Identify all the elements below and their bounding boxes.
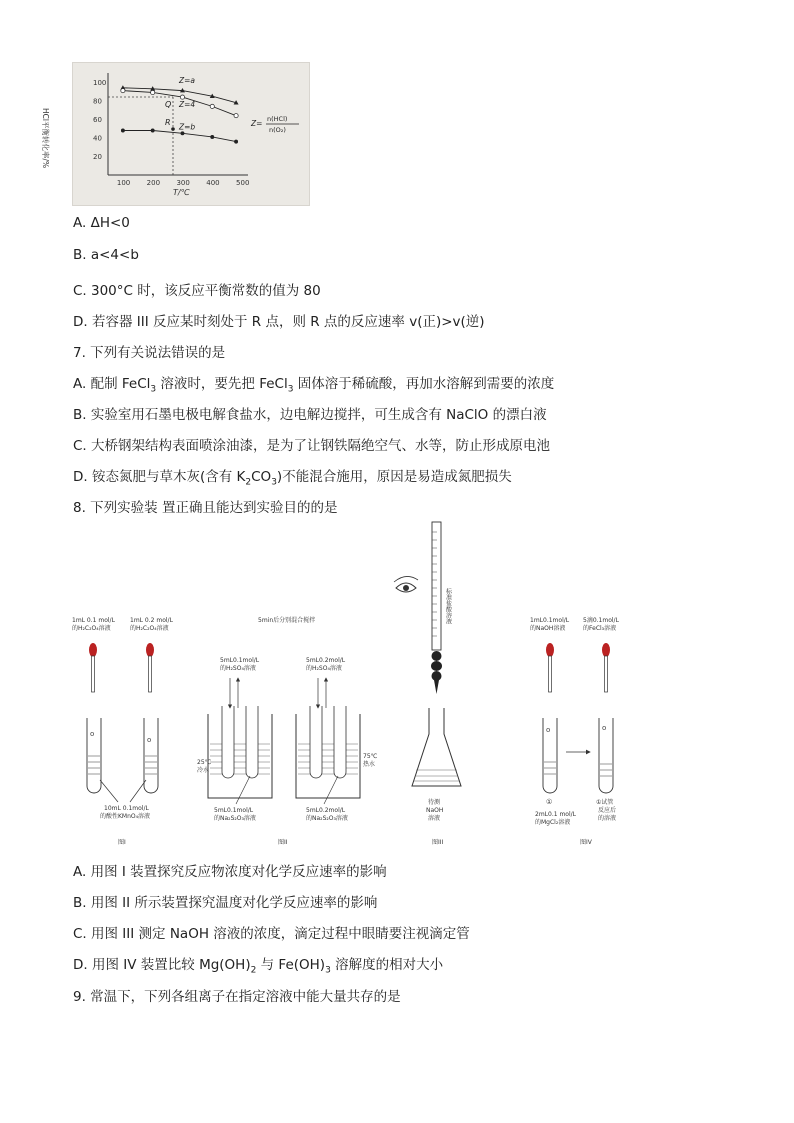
y-tick-label: 60: [93, 115, 102, 124]
text-line: [73, 310, 485, 330]
fig1-dropper2-bulb: [146, 643, 154, 657]
subscript: 3: [287, 384, 294, 395]
point-r-marker: [171, 127, 175, 131]
curve-point: [151, 90, 155, 94]
fig4-tube-label: 2mL0.1 mol/L: [535, 811, 577, 818]
text-line: [73, 953, 443, 976]
fig3-group: [394, 522, 461, 846]
fig3-tip: [434, 680, 439, 694]
fig3-burette: [432, 522, 441, 650]
subscript: 2: [250, 965, 257, 976]
text-segment: D. 若容器 III 反应某时刻处于 R 点，则 R 点的反应速率 v(正)>v(逆): [73, 314, 485, 330]
fig4-dropper1-label2: 的NaOH溶液: [530, 625, 566, 632]
text-segment: CO: [251, 469, 272, 485]
curve-label: Z=a: [179, 75, 196, 85]
fig2-tube1a: [222, 706, 234, 778]
text-line: [73, 891, 377, 911]
x-tick-label: 500: [236, 179, 250, 187]
curve-point: [211, 135, 214, 138]
x-axis-label: T/℃: [173, 188, 190, 197]
fig4-circle2-label2: 反应后: [598, 807, 617, 814]
y-tick-label: 100: [93, 78, 107, 87]
fig4-dropper2-label2: 的FeCl₃溶液: [583, 625, 617, 632]
text-segment: A. 配制 FeCl: [73, 376, 151, 392]
fig2-cold-water: 冷水: [197, 767, 210, 774]
text-line: [73, 434, 550, 454]
text-segment: B. 用图 II 所示装置探究温度对化学反应速率的影响: [73, 895, 378, 911]
text-line: [73, 860, 387, 880]
fig4-tube-label2: 的MgCl₂溶液: [535, 819, 571, 826]
fig1-tube-label: 10mL 0.1mol/L: [104, 805, 149, 812]
text-segment: 溶液时，要先把 FeCl: [156, 376, 288, 392]
fig4-dropper1-label: 1mL0.1mol/L: [530, 617, 570, 624]
text-line: [73, 985, 401, 1005]
fig4-dropper2: [605, 656, 608, 692]
x-tick-label: 100: [116, 179, 131, 187]
fig3-stopcock-3: [432, 671, 442, 681]
fig3-caption: 图III: [432, 839, 444, 846]
text-segment: 8. 下列实验装 置正确且能达到实验目的的是: [73, 500, 338, 516]
fig2-tube2a: [310, 706, 322, 778]
text-line: [73, 341, 225, 361]
fig2-cold-temp: 25℃: [197, 759, 212, 766]
fig3-flask-label3: 溶液: [428, 815, 441, 822]
text-segment: C. 300°C 时，该反应平衡常数的值为 80: [73, 283, 321, 299]
text-segment: C. 用图 III 测定 NaOH 溶液的浓度，滴定过程中眼睛要注视滴定管: [73, 926, 470, 942]
text-line: [73, 403, 547, 423]
text-segment: )不能混合施用，原因是易造成氮肥损失: [276, 469, 512, 485]
fig1-dropper1-label: 1mL 0.1 mol/L: [72, 617, 115, 624]
text-line: [73, 247, 139, 263]
fig4-circle1-label: ①: [546, 798, 553, 806]
curve-point: [121, 89, 125, 93]
fig4-dropper2-label: 5滴0.1mol/L: [583, 617, 619, 624]
fig4-circle2-label3: 的溶液: [598, 815, 617, 822]
text-line: [73, 496, 337, 516]
text-line: [73, 465, 512, 488]
fig3-burette-label: 标准盐酸溶液: [444, 588, 452, 624]
text-segment: C. 大桥钢架结构表面喷涂油漆，是为了让钢铁隔绝空气、水等，防止形成原电池: [73, 438, 551, 454]
text-line: [73, 922, 470, 942]
x-tick-label: 400: [206, 179, 220, 187]
curve-label: Z=4: [179, 100, 196, 110]
fig2-group: [197, 616, 378, 846]
point-r-label: R: [165, 118, 171, 127]
curve-point: [151, 129, 154, 132]
subscript: 3: [150, 384, 157, 395]
fig2-acid2-label2: 的H₂SO₄溶液: [306, 665, 342, 672]
fig4-caption: 图IV: [580, 839, 592, 846]
svg-text:o: o: [602, 724, 607, 732]
z-def-numerator: n(HCl): [267, 115, 288, 123]
text-line: [73, 279, 321, 299]
fig4-dropper1: [549, 656, 552, 692]
fig2-salt1-label: 5mL0.1mol/L: [214, 807, 254, 814]
point-q-label: Q: [165, 100, 172, 109]
fig1-tube-label2: 的酸性KMnO₄溶液: [100, 813, 151, 820]
y-tick-label: 80: [93, 97, 102, 106]
fig2-salt2-label2: 的Na₂S₂O₃溶液: [306, 815, 348, 822]
z-def-denominator: n(O₂): [269, 126, 286, 134]
curve-point: [180, 95, 184, 99]
fig1-caption: 图I: [118, 839, 126, 846]
text-segment: D. 用图 IV 装置比较 Mg(OH): [73, 957, 251, 973]
equilibrium-graph-svg: [41, 63, 309, 205]
curve-label: Z=b: [179, 122, 196, 132]
text-segment: 溶解度的相对大小: [330, 957, 444, 973]
text-line: [73, 372, 554, 395]
svg-text:o: o: [90, 730, 95, 738]
apparatus-figure: [60, 518, 740, 848]
text-segment: B. a<4<b: [73, 247, 139, 263]
fig2-hot-temp: 75℃: [363, 753, 378, 760]
x-tick-label: 200: [146, 179, 161, 187]
fig2-acid1-label: 5mL0.1mol/L: [220, 657, 260, 664]
fig1-dropper1-label2: 的H₂C₂O₄溶液: [72, 625, 111, 632]
x-tick-label: 300: [176, 179, 190, 187]
curve-point: [121, 129, 124, 132]
fig3-flask-label2: NaOH: [426, 807, 444, 814]
fig2-hot-water: 热水: [363, 761, 376, 768]
curve-point: [234, 140, 237, 143]
apparatus-svg: [60, 518, 740, 848]
text-segment: B. 实验室用石墨电极电解食盐水，边电解边搅拌，可生成含有 NaClO 的漂白液: [73, 407, 547, 423]
text-segment: 7. 下列有关说法错误的是: [73, 345, 226, 361]
fig3-stopcock-2: [431, 661, 442, 671]
text-line: [73, 215, 130, 231]
text-segment: 固体溶于稀硫酸，再加水溶解到需要的浓度: [293, 376, 555, 392]
curve-point: [210, 104, 214, 108]
fig1-dropper1-bulb: [89, 643, 97, 657]
text-segment: A. 用图 I 装置探究反应物浓度对化学反应速率的影响: [73, 864, 387, 880]
svg-text:o: o: [147, 736, 152, 744]
fig1-pointer2: [130, 780, 146, 802]
text-segment: 与 Fe(OH): [256, 957, 326, 973]
fig2-acid2-label: 5mL0.2mol/L: [306, 657, 346, 664]
text-segment: D. 铵态氮肥与草木灰(含有 K: [73, 469, 246, 485]
fig4-dropper1-bulb: [546, 643, 554, 657]
fig2-tube2b: [334, 706, 346, 778]
fig2-acid1-label2: 的H₂SO₄溶液: [220, 665, 256, 672]
y-tick-label: 20: [93, 152, 102, 161]
fig3-flask: [412, 708, 461, 786]
fig1-group: [72, 617, 174, 846]
fig3-stopcock-1: [432, 651, 442, 661]
fig1-tube2: [144, 718, 158, 793]
text-segment: A. ΔH<0: [73, 215, 130, 231]
fig1-dropper2-label2: 的H₂C₂O₄溶液: [130, 625, 169, 632]
fig2-caption: 图II: [278, 839, 288, 846]
curve-point: [181, 132, 184, 135]
curve-point: [234, 114, 238, 118]
fig1-pointer1: [100, 780, 118, 802]
subscript: 2: [245, 477, 252, 488]
fig1-dropper2: [149, 656, 152, 692]
fig4-circle2-label: ①试管: [596, 799, 614, 806]
text-segment: 9. 常温下，下列各组离子在指定溶液中能大量共存的是: [73, 989, 401, 1005]
fig3-flask-label1: 待测: [428, 799, 441, 806]
fig4-group: [530, 616, 620, 846]
z-def-lhs: Z=: [251, 119, 263, 128]
equilibrium-graph: [41, 62, 310, 206]
y-tick-label: 40: [93, 134, 102, 143]
fig1-dropper1: [92, 656, 95, 692]
fig4-dropper2-bulb: [602, 643, 610, 657]
subscript: 3: [271, 477, 277, 488]
svg-text:o: o: [546, 726, 551, 734]
fig2-top-label: 5min后分别混合搅拌: [258, 617, 316, 624]
y-axis-label: HCl平衡转化率/%: [41, 108, 50, 169]
fig2-salt1-label2: 的Na₂S₂O₃溶液: [214, 815, 256, 822]
fig2-tube1b: [246, 706, 258, 778]
fig2-salt2-label: 5mL0.2mol/L: [306, 807, 346, 814]
fig1-dropper2-label: 1mL 0.2 mol/L: [130, 617, 173, 624]
subscript: 3: [325, 965, 331, 976]
